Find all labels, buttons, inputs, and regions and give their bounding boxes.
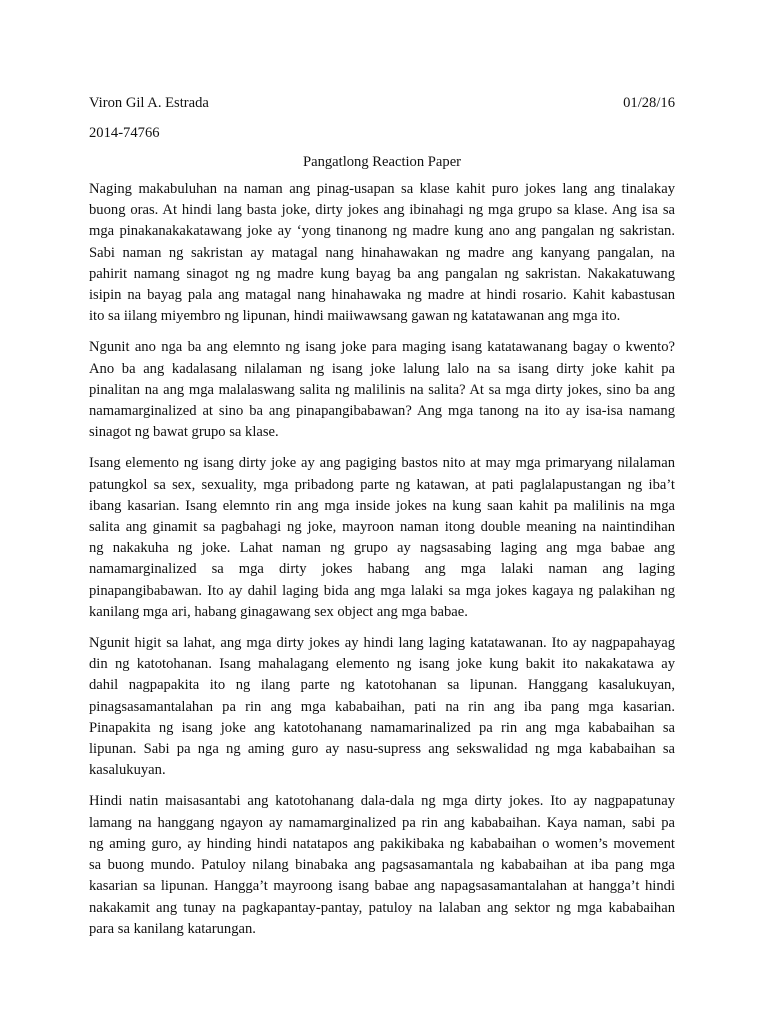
paper-title: Pangatlong Reaction Paper bbox=[302, 154, 462, 170]
paragraph-line: ito sa iilang miyembro ng lipunan, hindi maiiwawsang gawan ng katatawanan ang mga ito. bbox=[89, 308, 621, 325]
paragraph-line: para sa kanilang katarungan. bbox=[89, 920, 256, 937]
paper-date: 01/28/16 bbox=[623, 95, 675, 111]
paragraph-line: namamarginalized at sino ba ang pinapangibabawan? Ang mga tanong na ito ay isa-isa namang bbox=[89, 403, 675, 420]
paragraph-line: isipin na bayag pala ang matagal nang hinahawaka ng madre at hindi rosario. Kahit kabastusan bbox=[89, 287, 675, 304]
author-name: Viron Gil A. Estrada bbox=[89, 95, 209, 111]
paragraph-line: ng aming guro, ay hinding hindi natatapos ang pakikibaka ng kababaihan o women’s movement bbox=[89, 835, 675, 852]
paragraph-line: Ano ba ang kadalasang nilalaman ng isang joke lalung lalo na sa isang dirty joke kahit pa bbox=[89, 360, 675, 377]
paragraph-line: sa buong mundo. Patuloy nilang binabaka ang pagsasamantala ng kababaihan at iba pang mga bbox=[89, 857, 675, 874]
paragraph-line: ibang kasarian. Isang elemnto rin ang mga inside jokes na kung saan kahit pa malilinis na mga bbox=[89, 497, 675, 514]
paragraph-line: mga pinakanakakatawang joke ay ‘yong tinanong ng madre kung ano ang pangalan ng sakristan. bbox=[89, 223, 675, 240]
paragraph-line: Naging makabuluhan na naman ang pinag-usapan sa klase kahit puro jokes lang ang tinalakay bbox=[89, 181, 675, 197]
paragraph-3 bbox=[89, 453, 675, 623]
paragraph-line: buong oras. At hindi lang basta joke, dirty jokes ang ibinahagi ng mga grupo sa klase. Ang isa sa bbox=[89, 202, 675, 219]
paragraph-line: pinagsasamantalahan pa rin ang mga kababaihan, pati na rin ang iba pang mga kasarian. bbox=[89, 698, 675, 715]
paragraph-line: ng nakakuha ng joke. Lahat naman ng grupo ay nagsasabing laging ang mga babae ang bbox=[89, 540, 675, 557]
paragraph-line: Ngunit ano nga ba ang elemnto ng isang joke para maging isang katatawanang bagay o kwento? bbox=[89, 339, 675, 356]
header-row bbox=[89, 93, 675, 115]
paragraph-4 bbox=[89, 633, 675, 781]
paragraph-1 bbox=[89, 179, 675, 327]
student-id: 2014-74766 bbox=[89, 125, 160, 141]
paragraph-line: Sabi naman ng sakristan ay matagal nang hinahawakan ng madre ang kanyang pangalan, na bbox=[89, 244, 675, 261]
paragraph-line: Isang elemento ng isang dirty joke ay ang pagiging bastos nito at may mga primaryang nilalaman bbox=[89, 455, 675, 472]
paper-body bbox=[89, 179, 675, 950]
paragraph-line: lipunan. Sabi pa nga ng aming guro ay nasu-supress ang sekswalidad ng mga kababaihan sa bbox=[89, 741, 675, 758]
paragraph-line: nakakamit ang tunay na pagkapantay-pantay, patuloy na lalaban ang sektor ng mga kababaihan bbox=[89, 899, 675, 916]
paragraph-2 bbox=[89, 337, 675, 443]
paragraph-line: pahirit namang sinagot ng ng madre kung bayag ba ang pangalan ng sakristan. Nakakatuwang bbox=[89, 265, 675, 282]
paragraph-line: lamang na hanggang ngayon ay namamarginalized pa rin ang kababaihan. Kaya naman, sabi pa bbox=[89, 814, 675, 831]
paragraph-line: namamarginalized sa mga dirty jokes habang ang mga lalaki naman ang laging bbox=[89, 561, 675, 578]
paragraph-line: salita ang ginamit sa pagbahagi ng joke, mayroon naman itong double meaning na naintindihan bbox=[89, 519, 675, 536]
paragraph-line: kasalukuyan. bbox=[89, 762, 166, 779]
paragraph-line: Ngunit higit sa lahat, ang mga dirty jokes ay hindi lang laging katatawanan. Ito ay nagpapahayag bbox=[89, 635, 675, 652]
paragraph-line: kanilang mga ari, habang ginagawang sex object ang mga babae. bbox=[89, 603, 468, 620]
paragraph-line: Pinapakita ng isang joke ang katotohanang namamarinalized pa rin ang mga kababaihan sa bbox=[89, 719, 675, 736]
paragraph-line: dahil nagpapakita ito ng ilang parte ng katotohanan sa lipunan. Hanggang kasalukuyan, bbox=[89, 677, 675, 694]
paragraph-line: patungkol sa sex, sexuality, mga pribadong parte ng katawan, at pati paglalapustangan ng iba’t bbox=[89, 476, 675, 493]
paragraph-line: kasarian sa lipunan. Hangga’t mayroong isang babae ang napagsasamantalahan at hangga’t hindi bbox=[89, 878, 675, 895]
paragraph-line: Hindi natin maisasantabi ang katotohanang dala-dala ng mga dirty jokes. Ito ay nagpapatunay bbox=[89, 793, 675, 810]
paragraph-line: pinalitan na ang mga malalaswang salita ng malilinis na salita? At sa mga dirty jokes, sino ba ang bbox=[89, 381, 675, 398]
paragraph-line: sinagot ng bawat grupo sa klase. bbox=[89, 424, 279, 441]
paragraph-line: pinapangibabawan. Ito ay dahil laging bida ang mga lalaki sa mga jokes kagaya ng palakihan ng bbox=[89, 582, 675, 599]
paragraph-5 bbox=[89, 791, 675, 939]
paragraph-line: din ng katotohanan. Isang mahalagang elemento ng isang joke kung bakit ito nakakatawa ay bbox=[89, 656, 675, 673]
